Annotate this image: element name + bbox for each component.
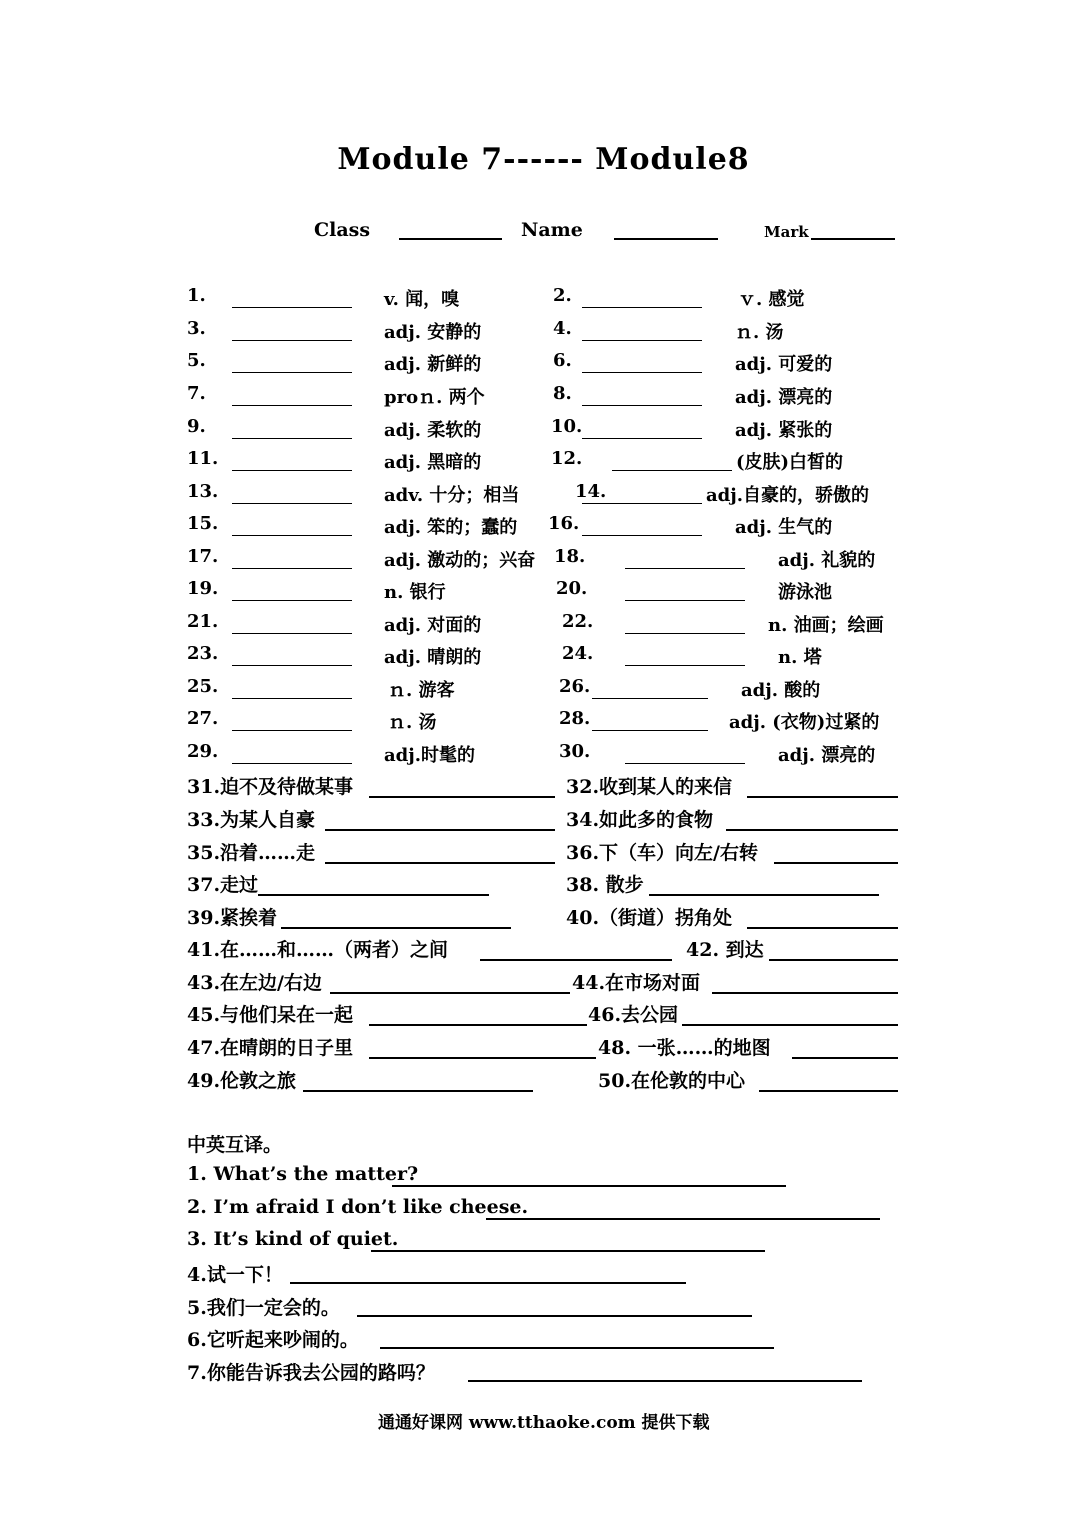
vocab-answer-blank[interactable] [232,340,352,341]
phrase-prompt: 46.去公园 [588,1004,679,1026]
vocab-answer-blank[interactable] [232,372,352,373]
translate-prompt: 3. It’s kind of quiet. [187,1228,399,1250]
vocab-number: 24. [562,643,594,664]
phrase-prompt: 42. 到达 [686,939,764,961]
vocab-number: 13. [187,481,219,502]
phrase-prompt: 34.如此多的食物 [566,809,714,831]
vocab-answer-blank[interactable] [232,535,352,536]
class-label: Class [314,219,371,241]
vocab-number: 8. [553,383,572,404]
vocab-number: 20. [556,578,588,599]
translate-prompt: 5.我们一定会的。 [187,1297,340,1319]
phrase-answer-blank[interactable] [649,894,879,896]
phrase-prompt: 49.伦敦之旅 [187,1070,297,1092]
vocab-answer-blank[interactable] [232,665,352,666]
vocab-definition: (皮肤)白皙的 [736,452,844,473]
vocab-answer-blank[interactable] [232,600,352,601]
translate-answer-blank[interactable] [290,1282,686,1284]
vocab-definition: n. 银行 [384,582,446,603]
vocab-number: 28. [559,708,591,729]
vocab-definition: 游泳池 [778,582,832,603]
phrase-answer-blank[interactable] [792,1057,898,1059]
phrase-prompt: 32.收到某人的来信 [566,776,733,798]
phrase-answer-blank[interactable] [325,829,555,831]
vocab-definition: adj. 礼貌的 [778,550,876,571]
vocab-definition: adv. 十分；相当 [384,485,520,506]
vocab-answer-blank[interactable] [592,698,708,699]
vocab-number: 21. [187,611,219,632]
phrase-prompt: 39.紧挨着 [187,907,278,929]
vocab-number: 29. [187,741,219,762]
vocab-definition: adj. 漂亮的 [735,387,833,408]
phrase-answer-blank[interactable] [747,796,898,798]
mark-blank[interactable] [811,238,895,240]
vocab-number: 27. [187,708,219,729]
vocab-answer-blank[interactable] [625,665,745,666]
translate-answer-blank[interactable] [357,1315,752,1317]
translate-answer-blank[interactable] [486,1218,880,1220]
mark-label: Mark [764,223,809,241]
vocab-number: 6. [553,350,572,371]
vocab-definition: ｎ. 游客 [388,680,455,701]
vocab-answer-blank[interactable] [612,470,732,471]
vocab-number: 11. [187,448,219,469]
vocab-answer-blank[interactable] [582,340,702,341]
translate-answer-blank[interactable] [371,1250,765,1252]
phrase-answer-blank[interactable] [480,959,672,961]
vocab-answer-blank[interactable] [232,698,352,699]
vocab-number: 5. [187,350,206,371]
translate-prompt: 1. What’s the matter? [187,1163,419,1185]
vocab-definition: adj. 笨的；蠢的 [384,517,518,538]
phrase-prompt: 48. 一张……的地图 [598,1037,771,1059]
phrase-answer-blank[interactable] [759,1090,898,1092]
vocab-definition: adj. 生气的 [735,517,833,538]
phrase-answer-blank[interactable] [769,959,898,961]
vocab-answer-blank[interactable] [232,763,352,764]
phrase-prompt: 40.（街道）拐角处 [566,907,733,929]
vocab-answer-blank[interactable] [232,307,352,308]
translate-heading: 中英互译。 [187,1134,283,1156]
phrase-prompt: 43.在左边/右边 [187,972,322,994]
vocab-answer-blank[interactable] [592,730,708,731]
phrase-answer-blank[interactable] [281,927,511,929]
vocab-number: 9. [187,416,206,437]
vocab-definition: adj. 安静的 [384,322,482,343]
vocab-definition: adj. 漂亮的 [778,745,876,766]
vocab-number: 2. [553,285,572,306]
vocab-definition: adj. 新鲜的 [384,354,482,375]
vocab-definition: n. 塔 [778,647,822,668]
vocab-definition: adj. 紧张的 [735,420,833,441]
vocab-answer-blank[interactable] [625,633,745,634]
phrase-prompt: 38. 散步 [566,874,644,896]
vocab-number: 19. [187,578,219,599]
vocab-answer-blank[interactable] [232,405,352,406]
phrase-prompt: 33.为某人自豪 [187,809,316,831]
vocab-definition: adj. (衣物)过紧的 [729,712,880,733]
phrase-prompt: 31.迫不及待做某事 [187,776,354,798]
vocab-definition: ｎ. 汤 [388,712,437,733]
page-title: Module 7------ Module8 [337,142,750,177]
vocab-answer-blank[interactable] [625,600,745,601]
phrase-prompt: 45.与他们呆在一起 [187,1004,354,1026]
phrase-prompt: 36.下（车）向左/右转 [566,842,758,864]
vocab-answer-blank[interactable] [582,405,702,406]
vocab-definition: adj. 晴朗的 [384,647,482,668]
vocab-definition: adj. 黑暗的 [384,452,482,473]
vocab-answer-blank[interactable] [582,503,702,504]
vocab-definition: adj.时髦的 [384,745,476,766]
phrase-answer-blank[interactable] [369,796,555,798]
vocab-answer-blank[interactable] [582,438,702,439]
vocab-definition: adj.自豪的，骄傲的 [706,485,870,506]
vocab-number: 10. [551,416,583,437]
vocab-number: 30. [559,741,591,762]
vocab-definition: ｎ. 汤 [735,322,784,343]
phrase-answer-blank[interactable] [330,992,570,994]
phrase-answer-blank[interactable] [258,894,489,896]
name-label: Name [521,219,583,241]
translate-answer-blank[interactable] [380,1347,774,1349]
vocab-answer-blank[interactable] [232,633,352,634]
vocab-answer-blank[interactable] [232,438,352,439]
vocab-answer-blank[interactable] [625,568,745,569]
phrase-answer-blank[interactable] [726,829,898,831]
vocab-number: 22. [562,611,594,632]
vocab-answer-blank[interactable] [582,372,702,373]
vocab-definition: adj. 柔软的 [384,420,482,441]
vocab-number: 16. [548,513,580,534]
vocab-answer-blank[interactable] [232,730,352,731]
vocab-definition: adj. 激动的；兴奋 [384,550,536,571]
phrase-answer-blank[interactable] [369,1024,587,1026]
phrase-answer-blank[interactable] [712,992,898,994]
vocab-answer-blank[interactable] [232,568,352,569]
translate-prompt: 2. I’m afraid I don’t like cheese. [187,1196,529,1218]
phrase-prompt: 37.走过 [187,874,259,896]
phrase-answer-blank[interactable] [303,1090,533,1092]
translate-prompt: 6.它听起来吵闹的。 [187,1329,359,1351]
vocab-definition: adj. 可爱的 [735,354,833,375]
vocab-answer-blank[interactable] [582,535,702,536]
phrase-prompt: 50.在伦敦的中心 [598,1070,746,1092]
phrase-answer-blank[interactable] [682,1024,898,1026]
vocab-number: 15. [187,513,219,534]
phrase-prompt: 47.在晴朗的日子里 [187,1037,354,1059]
phrase-prompt: 44.在市场对面 [572,972,701,994]
phrase-answer-blank[interactable] [369,1057,596,1059]
class-blank[interactable] [399,238,502,240]
vocab-answer-blank[interactable] [582,307,702,308]
vocab-answer-blank[interactable] [232,503,352,504]
vocab-number: 1. [187,285,206,306]
phrase-answer-blank[interactable] [774,862,898,864]
vocab-definition: n. 油画；绘画 [768,615,884,636]
phrase-answer-blank[interactable] [747,927,898,929]
translate-answer-blank[interactable] [392,1185,786,1187]
vocab-number: 14. [575,481,607,502]
vocab-definition: adj. 酸的 [741,680,821,701]
vocab-number: 17. [187,546,219,567]
vocab-number: 3. [187,318,206,339]
vocab-definition: ｖ. 感觉 [738,289,805,310]
vocab-definition: proｎ. 两个 [384,387,485,408]
vocab-number: 4. [553,318,572,339]
vocab-definition: v. 闻，嗅 [384,289,460,310]
translate-answer-blank[interactable] [468,1380,862,1382]
vocab-answer-blank[interactable] [232,470,352,471]
vocab-number: 18. [554,546,586,567]
name-blank[interactable] [614,238,718,240]
vocab-number: 26. [559,676,591,697]
footer-text: 通通好课网 www.tthaoke.com 提供下载 [378,1413,710,1433]
vocab-answer-blank[interactable] [625,763,745,764]
phrase-answer-blank[interactable] [325,862,555,864]
translate-prompt: 4.试一下！ [187,1264,283,1286]
phrase-prompt: 41.在……和……（两者）之间 [187,939,449,961]
vocab-number: 7. [187,383,206,404]
translate-prompt: 7.你能告诉我去公园的路吗？ [187,1362,435,1384]
vocab-number: 12. [551,448,583,469]
vocab-number: 25. [187,676,219,697]
vocab-definition: adj. 对面的 [384,615,482,636]
phrase-prompt: 35.沿着……走 [187,842,316,864]
vocab-number: 23. [187,643,219,664]
